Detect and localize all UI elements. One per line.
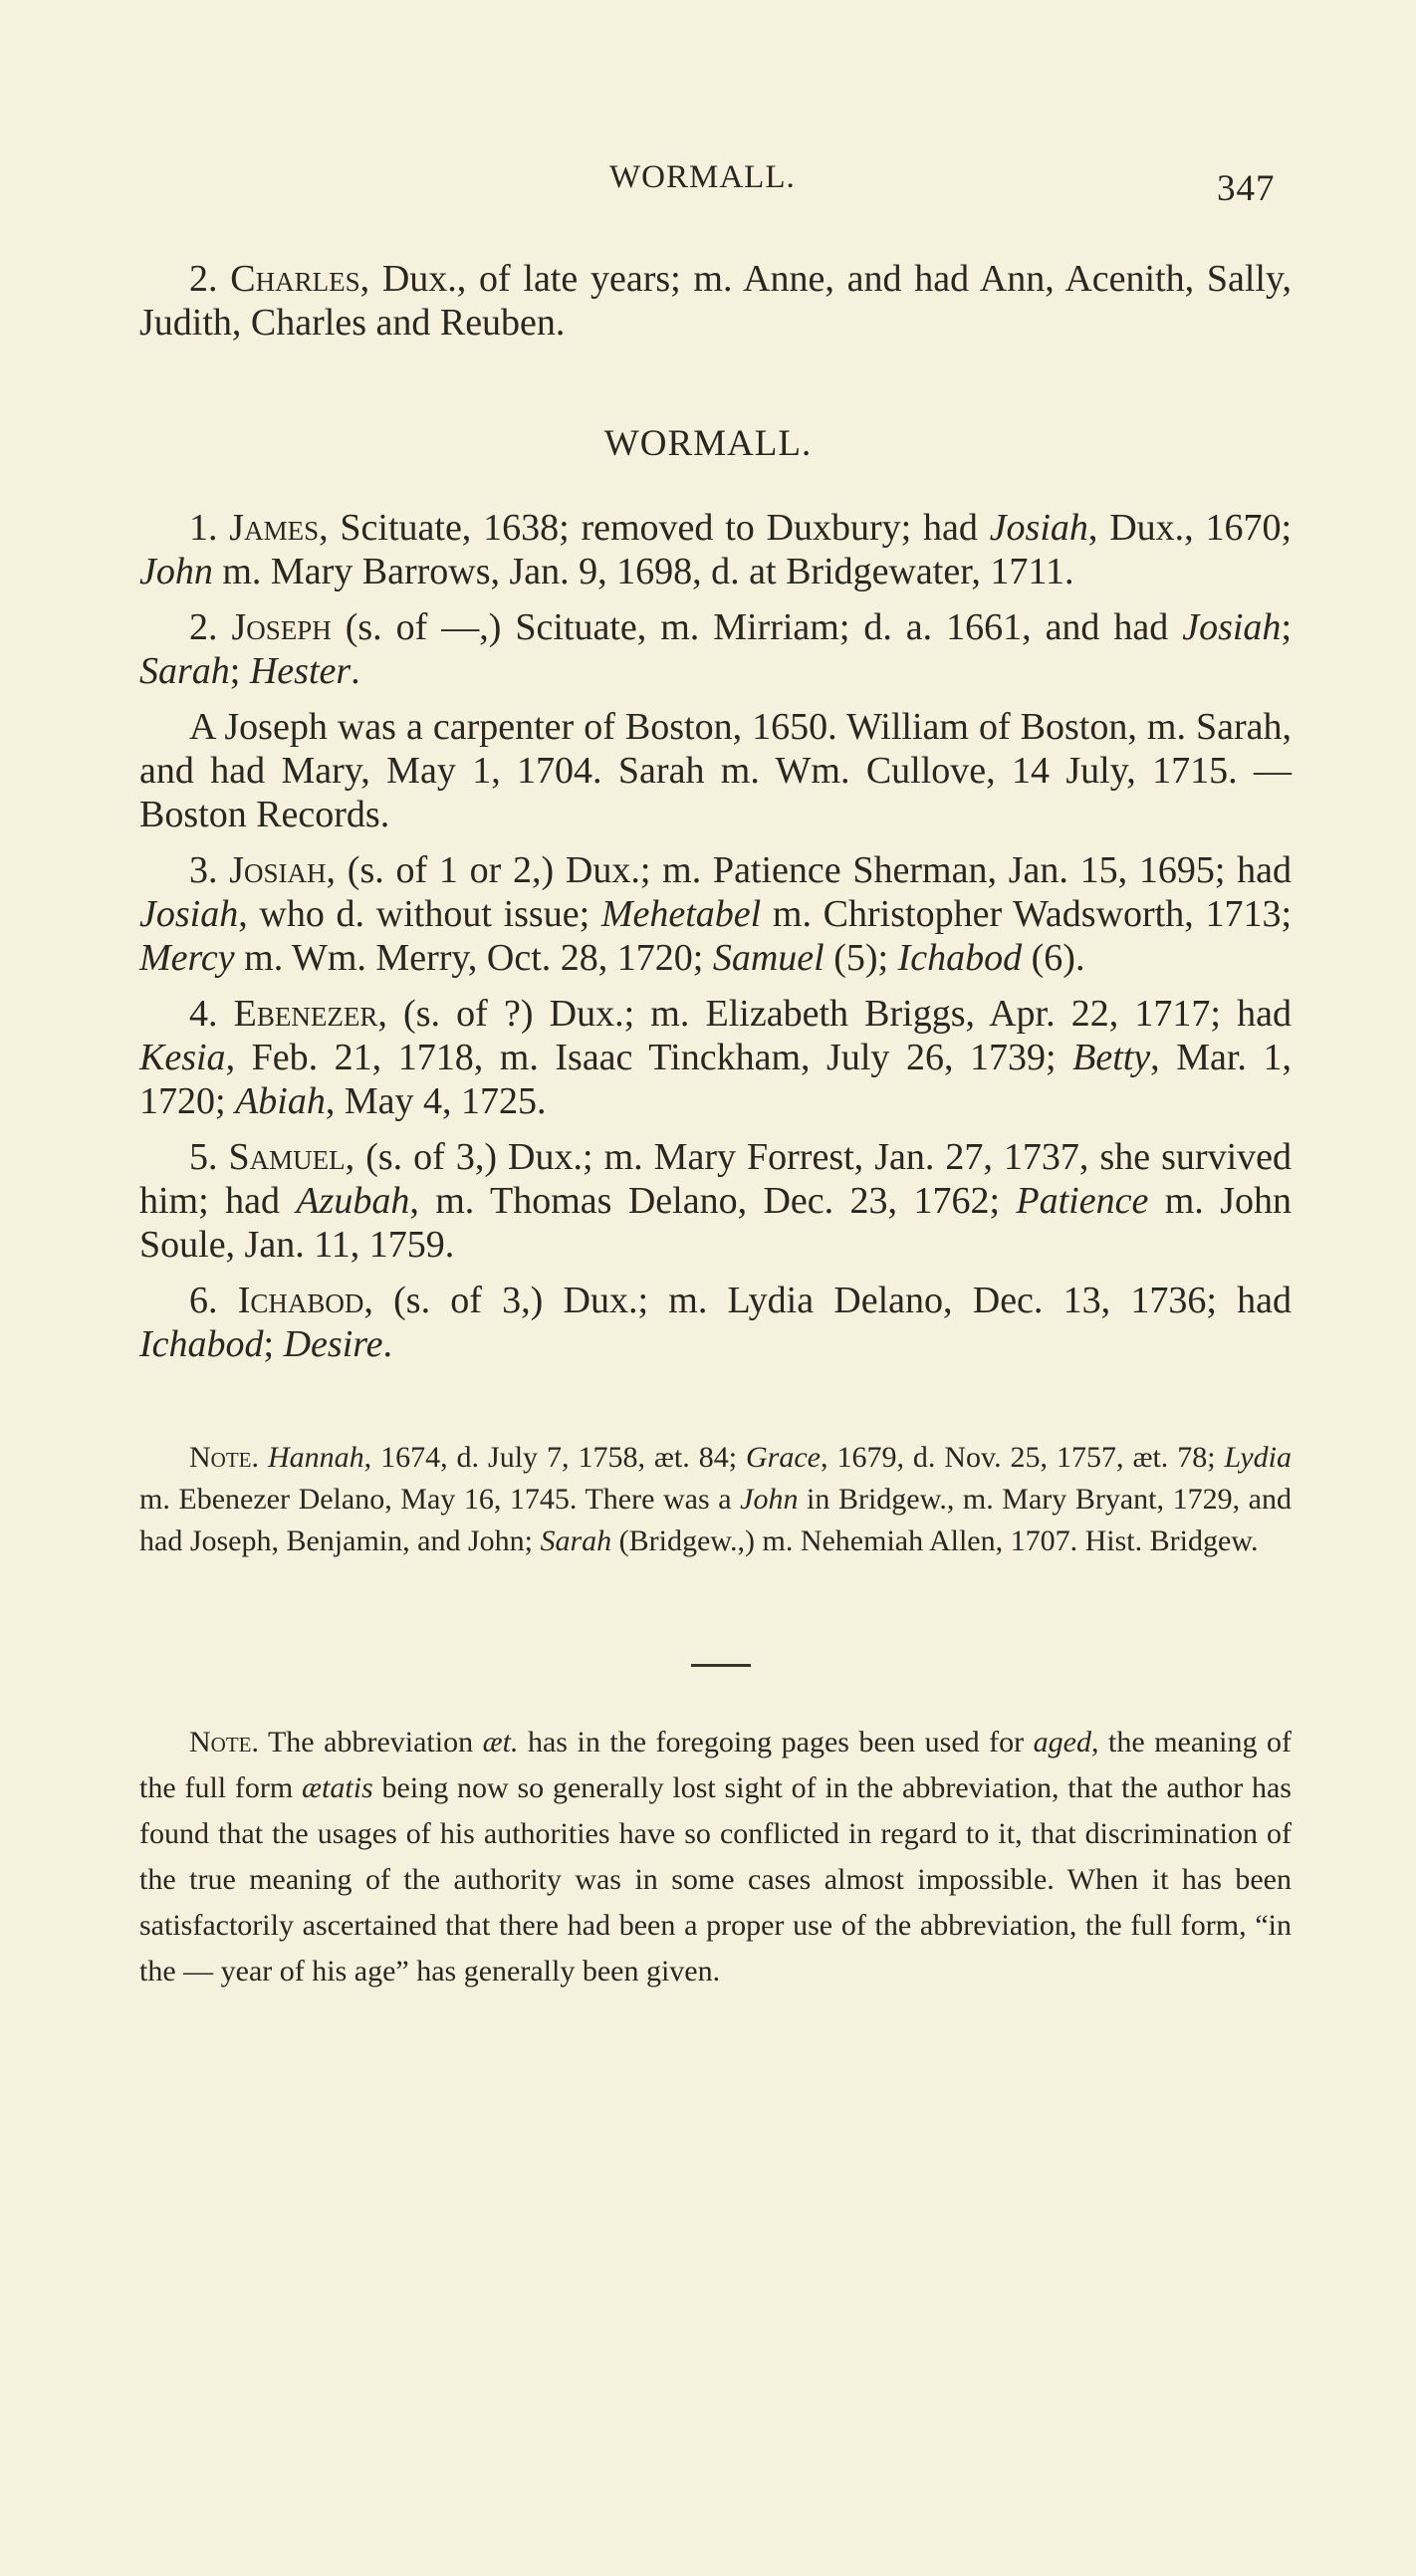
- child-name: Hester: [249, 650, 352, 692]
- entry-number: 3.: [189, 849, 218, 891]
- entry-ebenezer: [139, 992, 1292, 1123]
- entry-text: , who d. without issue;: [238, 893, 601, 935]
- entry-number: 2.: [189, 606, 218, 648]
- child-name: Hannah: [267, 1441, 364, 1474]
- page-number: 347: [1217, 168, 1276, 209]
- section-note: [139, 1437, 1292, 1562]
- child-name: Ichabod: [897, 937, 1023, 979]
- entry-number: 4.: [189, 993, 218, 1035]
- wormall-entries: [139, 506, 1292, 1366]
- section-title: WORMALL.: [603, 423, 813, 464]
- note-text: (Bridgew.,) m. Nehemiah Allen, 1707. Hist. Bridgew.: [611, 1524, 1259, 1557]
- entry-text: (6).: [1022, 937, 1085, 979]
- child-name: Lydia: [1224, 1441, 1292, 1474]
- note-text: m. Ebenezer Delano, May 16, 1745. There was a: [139, 1483, 741, 1516]
- entry-name: Josiah: [229, 849, 327, 891]
- entry-name: Joseph: [231, 606, 332, 648]
- entry-text: .: [382, 1323, 392, 1365]
- entry-text: ;: [229, 650, 250, 692]
- footnote-italic: ætatis: [302, 1771, 373, 1804]
- entry-ichabod: [139, 1279, 1292, 1366]
- entry-text: (5);: [824, 937, 898, 979]
- entry-name: Ichabod: [237, 1280, 364, 1321]
- entry-text: , Dux., 1670;: [1087, 507, 1292, 549]
- child-name: John: [740, 1483, 799, 1516]
- entry-name: Charles: [230, 258, 360, 300]
- entry-text: , Dux., of late years; m. Anne, and had Ann, Acenith, Sally, Judith, Charles and Reuben.: [139, 258, 1292, 344]
- entry-text: m. Christopher Wadsworth, 1713;: [761, 893, 1293, 935]
- entry-text: , (s. of 1 or 2,) Dux.; m. Patience Sherman, Jan. 15, 1695; had: [326, 849, 1292, 891]
- child-name: Josiah: [139, 893, 239, 935]
- entry-text: .: [351, 650, 360, 692]
- footnote-paragraph: [139, 1720, 1292, 1994]
- footnote-text: The abbreviation: [259, 1726, 483, 1758]
- previous-family-entries: [139, 257, 1292, 345]
- footnote-text: , the meaning of the full form: [139, 1726, 1293, 1804]
- child-name: Desire: [283, 1323, 383, 1365]
- child-name: John: [139, 551, 213, 592]
- child-name: Sarah: [139, 650, 230, 692]
- child-name: Betty: [1072, 1037, 1151, 1078]
- entry-number: 1.: [189, 507, 218, 549]
- entry-text: ;: [263, 1323, 284, 1365]
- footnote-label: Note.: [189, 1726, 259, 1758]
- entry-james: [139, 506, 1292, 593]
- child-name: Sarah: [540, 1524, 612, 1557]
- entry-text: , m. Thomas Delano, Dec. 23, 1762;: [409, 1180, 1017, 1222]
- entry-text: , May 4, 1725.: [325, 1080, 547, 1122]
- entry-text: m. Mary Barrows, Jan. 9, 1698, d. at Bridgewater, 1711.: [212, 551, 1074, 592]
- child-name: Grace: [746, 1441, 821, 1474]
- entry-text: , Feb. 21, 1718, m. Isaac Tinckham, July 26, 1739;: [225, 1037, 1073, 1078]
- footnote-italic: æt.: [482, 1726, 519, 1758]
- child-name: Kesia: [139, 1037, 226, 1078]
- child-name: Samuel: [712, 937, 825, 979]
- note-text: , 1674, d. July 7, 1758, æt. 84;: [363, 1441, 746, 1474]
- note-label: Note.: [189, 1441, 259, 1474]
- entry-joseph: [139, 605, 1292, 693]
- section-note-paragraph: [139, 1437, 1292, 1562]
- entry-samuel: [139, 1135, 1292, 1267]
- child-name: Ichabod: [139, 1323, 264, 1365]
- section-divider: [691, 1664, 751, 1667]
- child-name: Abiah: [235, 1080, 326, 1122]
- running-title: WORMALL.: [609, 159, 796, 195]
- entry-text: , Scituate, 1638; removed to Duxbury; had: [319, 507, 990, 549]
- entry-text: m. Wm. Merry, Oct. 28, 1720;: [234, 937, 713, 979]
- entry-text: , (s. of 3,) Dux.; m. Lydia Delano, Dec. 13, 1736; had: [363, 1280, 1293, 1321]
- entry-name: Samuel: [228, 1136, 346, 1178]
- entry-name: Ebenezer: [233, 993, 378, 1035]
- entry-text: , (s. of ?) Dux.; m. Elizabeth Briggs, Apr. 22, 1717; had: [377, 993, 1292, 1035]
- entry-number: 6.: [189, 1280, 218, 1321]
- child-name: Mercy: [139, 937, 235, 979]
- entry-text: , (s. of 3,) Dux.; m. Mary Forrest, Jan. 27, 1737, she survived him; had: [139, 1136, 1293, 1222]
- footnote-italic: aged: [1033, 1726, 1091, 1758]
- footnote: [139, 1720, 1292, 1994]
- child-name: Mehetabel: [600, 893, 762, 935]
- entry-josiah: [139, 848, 1292, 980]
- child-name: Josiah: [1182, 606, 1282, 648]
- entry-name: James: [229, 507, 320, 549]
- entry-text: , Mar. 1, 1720;: [139, 1037, 1292, 1122]
- note-text: , 1679, d. Nov. 25, 1757, æt. 78;: [820, 1441, 1225, 1474]
- child-name: Patience: [1016, 1180, 1149, 1222]
- child-name: Josiah: [989, 507, 1088, 549]
- note-text: in Bridgew., m. Mary Bryant, 1729, and had Joseph, Benjamin, and John;: [139, 1483, 1292, 1557]
- boston-records-paragraph: A Joseph was a carpenter of Boston, 1650. William of Boston, m. Sarah, and had Mary, May 1, 1704. Sarah m. Wm. Cullove, 14 July, 1715. — Boston Records.: [139, 706, 1292, 835]
- footnote-text: has in the foregoing pages been used for: [518, 1726, 1034, 1758]
- entry-number: 5.: [189, 1136, 218, 1178]
- entry-text: m. John Soule, Jan. 11, 1759.: [139, 1180, 1292, 1266]
- entry-number: 2.: [189, 258, 218, 300]
- entry-text: ;: [1281, 606, 1292, 648]
- child-name: Azubah: [296, 1180, 410, 1222]
- entry-charles: [139, 257, 1292, 345]
- entry-text: (s. of —,) Scituate, m. Mirriam; d. a. 1661, and had: [331, 606, 1183, 648]
- footnote-text: being now so generally lost sight of in the abbreviation, that the author has found that the usages of his authorities have so conflicted in regard to it, that discrimination of the true meaning of the authority was in some cases almost impossible. When it has been satisfactorily ascertained that there had been a proper use of the abbreviation, the full form, “in the — year of his age” has generally been given.: [139, 1771, 1292, 1988]
